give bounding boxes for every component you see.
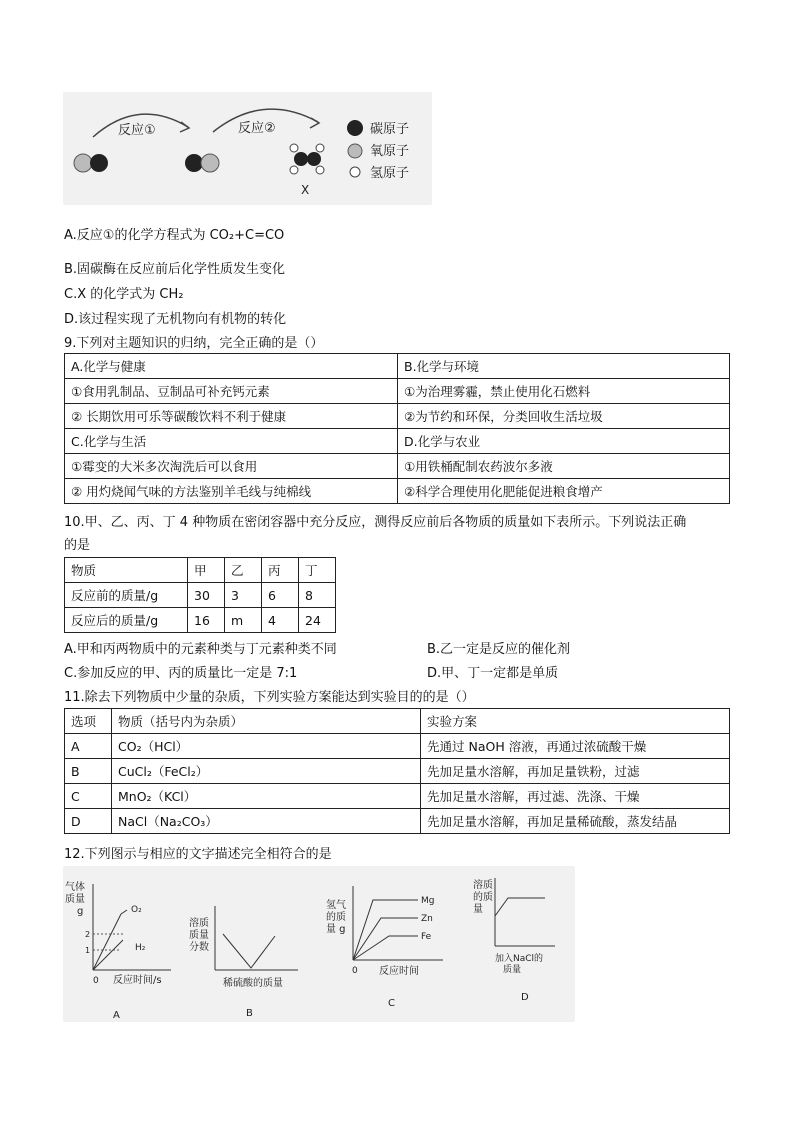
hydrogen-legend-icon (350, 167, 360, 177)
q9-cell: C.化学与生活 (65, 429, 398, 454)
q11-cell: 物质（括号内为杂质） (112, 709, 421, 734)
q10-cell: 24 (299, 608, 336, 633)
graph-a-tick-2: 2 (85, 930, 91, 939)
graph-a-ylabel-3: g (77, 906, 84, 917)
q11-table (64, 708, 730, 834)
oxygen-atom-icon (74, 154, 92, 172)
q9-cell: B.化学与环境 (398, 354, 730, 379)
reaction-diagram-svg (63, 92, 432, 205)
molecule-x-icon (290, 144, 324, 174)
graph-b-ylabel-1: 溶质 (189, 918, 209, 929)
graph-c-origin: 0 (352, 966, 358, 976)
q10-cell: 3 (225, 583, 262, 608)
graph-c-zn-label: Zn (421, 914, 433, 924)
graph-b-ylabel-3: 分数 (189, 942, 209, 953)
q11-cell: 实验方案 (421, 709, 730, 734)
q10-cell: 8 (299, 583, 336, 608)
q10-cell: 反应后的质量/g (65, 608, 188, 633)
graph-b-ylabel-2: 质量 (189, 930, 209, 941)
graph-a-ylabel-1: 气体 (65, 882, 85, 893)
q9-cell: D.化学与农业 (398, 429, 730, 454)
q12-graphs-svg (63, 866, 575, 1022)
q9-stem: 9.下列对主题知识的归纳，完全正确的是（） (64, 336, 324, 351)
q9-cell: ②为节约和环保，分类回收生活垃圾 (398, 404, 730, 429)
q10-stem: 10.甲、乙、丙、丁 4 种物质在密闭容器中充分反应，测得反应前后各物质的质量如下表所示。下列说法正确 (64, 515, 687, 530)
graph-a-ylabel-2: 质量 (65, 894, 85, 905)
q11-cell: CO₂（HCl） (112, 734, 421, 759)
q10-cell: 乙 (225, 558, 262, 583)
q10-cell: 30 (188, 583, 225, 608)
graph-c-fe-label: Fe (421, 932, 432, 942)
q10-cell: 反应前的质量/g (65, 583, 188, 608)
graph-a-h2-label: H₂ (135, 943, 146, 953)
q10-option-c: C.参加反应的甲、丙的质量比一定是 7:1 (64, 666, 298, 681)
q11-cell: MnO₂（KCl） (112, 784, 421, 809)
q9-cell: ②科学合理使用化肥能促进粮食增产 (398, 479, 730, 504)
q10-option-a: A.甲和丙两物质中的元素种类与丁元素种类不同 (64, 642, 337, 657)
q9-cell: ①霉变的大米多次淘洗后可以食用 (65, 454, 398, 479)
q8-option-b: B.固碳酶在反应前后化学性质发生变化 (64, 262, 286, 277)
graph-a-o2-label: O₂ (131, 905, 142, 915)
q11-cell: CuCl₂（FeCl₂） (112, 759, 421, 784)
graph-b (189, 906, 298, 1019)
graph-b-xlabel: 稀硫酸的质量 (223, 978, 283, 989)
legend-oxygen: 氧原子 (370, 144, 410, 159)
carbon-atom-icon (90, 154, 108, 172)
q9-cell: ② 用灼烧闻气味的方法鉴别羊毛线与纯棉线 (65, 479, 398, 504)
graph-c-mg-label: Mg (421, 896, 435, 906)
q11-cell: 先加足量水溶解，再过滤、洗涤、干燥 (421, 784, 730, 809)
oxygen-legend-icon (348, 144, 362, 158)
q10-cell: 16 (188, 608, 225, 633)
q11-cell: NaCl（Na₂CO₃） (112, 809, 421, 834)
q10-option-d: D.甲、丁一定都是单质 (427, 666, 559, 681)
q10-cell: m (225, 608, 262, 633)
graph-b-line (223, 934, 275, 968)
q11-stem: 11.除去下列物质中少量的杂质，下列实验方案能达到实验目的的是（） (64, 690, 475, 705)
graph-a-h2-line (93, 940, 123, 970)
q9-cell: ①用铁桶配制农药波尔多液 (398, 454, 730, 479)
q10-table (64, 557, 336, 633)
x-label: X (301, 183, 310, 197)
q8-option-d: D.该过程实现了无机物向有机物的转化 (64, 312, 287, 327)
graph-b-label: B (246, 1008, 253, 1019)
graph-c-xlabel: 反应时间 (379, 966, 419, 977)
graph-a-tick-1: 1 (85, 946, 91, 955)
q11-cell: A (65, 734, 112, 759)
graph-d-ylabel-3: 量 (473, 904, 483, 915)
graph-c-ylabel-2: 的质 (326, 912, 346, 923)
graph-c-mg-line (353, 900, 418, 960)
q10-cell: 丁 (299, 558, 336, 583)
q11-cell: 选项 (65, 709, 112, 734)
graph-c-ylabel-1: 氢气 (326, 900, 346, 911)
graph-d-ylabel-1: 溶质 (473, 880, 493, 891)
q10-cell: 丙 (262, 558, 299, 583)
graph-d (473, 878, 555, 1003)
graph-d-ylabel-2: 的质 (473, 892, 493, 903)
q10-cell: 甲 (188, 558, 225, 583)
q9-cell: ①为治理雾霾，禁止使用化石燃料 (398, 379, 730, 404)
graph-d-label: D (521, 992, 529, 1003)
q11-cell: C (65, 784, 112, 809)
graph-c-label: C (388, 998, 395, 1009)
graph-a-o2-line (93, 914, 121, 970)
graph-a-origin: 0 (93, 976, 99, 986)
reaction-diagram (63, 92, 432, 205)
q11-cell: B (65, 759, 112, 784)
q9-cell: A.化学与健康 (65, 354, 398, 379)
q10-cell: 物质 (65, 558, 188, 583)
q11-cell: 先加足量水溶解，再加足量稀硫酸，蒸发结晶 (421, 809, 730, 834)
graph-c-ylabel-3: 量 g (326, 924, 346, 935)
legend-hydrogen: 氢原子 (370, 166, 410, 181)
q10-stem-2: 的是 (64, 538, 91, 553)
graph-a-label: A (113, 1010, 120, 1021)
q10-option-b: B.乙一定是反应的催化剂 (427, 642, 571, 657)
q10-cell: 6 (262, 583, 299, 608)
legend-carbon: 碳原子 (370, 122, 410, 137)
graph-c-fe-line (353, 936, 418, 960)
q8-option-c: C.X 的化学式为 CH₂ (64, 287, 184, 302)
q10-cell: 4 (262, 608, 299, 633)
q12-graphs (63, 866, 575, 1022)
q9-cell: ①食用乳制品、豆制品可补充钙元素 (65, 379, 398, 404)
graph-a-xlabel: 反应时间/s (113, 975, 162, 986)
graph-c (326, 886, 443, 1009)
graph-a (65, 880, 171, 1021)
reaction1-label: 反应① (118, 123, 156, 138)
graph-d-line (495, 898, 545, 916)
q11-cell: 先加足量水溶解，再加足量铁粉，过滤 (421, 759, 730, 784)
q11-cell: 先通过 NaOH 溶液，再通过浓硫酸干燥 (421, 734, 730, 759)
q11-cell: D (65, 809, 112, 834)
reaction2-label: 反应② (238, 121, 276, 136)
q9-table (64, 353, 730, 504)
oxygen-atom-icon (201, 154, 219, 172)
graph-d-xlabel-1: 加入NaCl的 (495, 954, 544, 964)
carbon-legend-icon (347, 120, 363, 136)
graph-d-xlabel-2: 质量 (503, 965, 522, 975)
q12-stem: 12.下列图示与相应的文字描述完全相符合的是 (64, 847, 332, 862)
q9-cell: ② 长期饮用可乐等碳酸饮料不利于健康 (65, 404, 398, 429)
carbon-atom-icon (185, 154, 203, 172)
q8-option-a: A.反应①的化学方程式为 CO₂+C=CO (64, 228, 285, 243)
